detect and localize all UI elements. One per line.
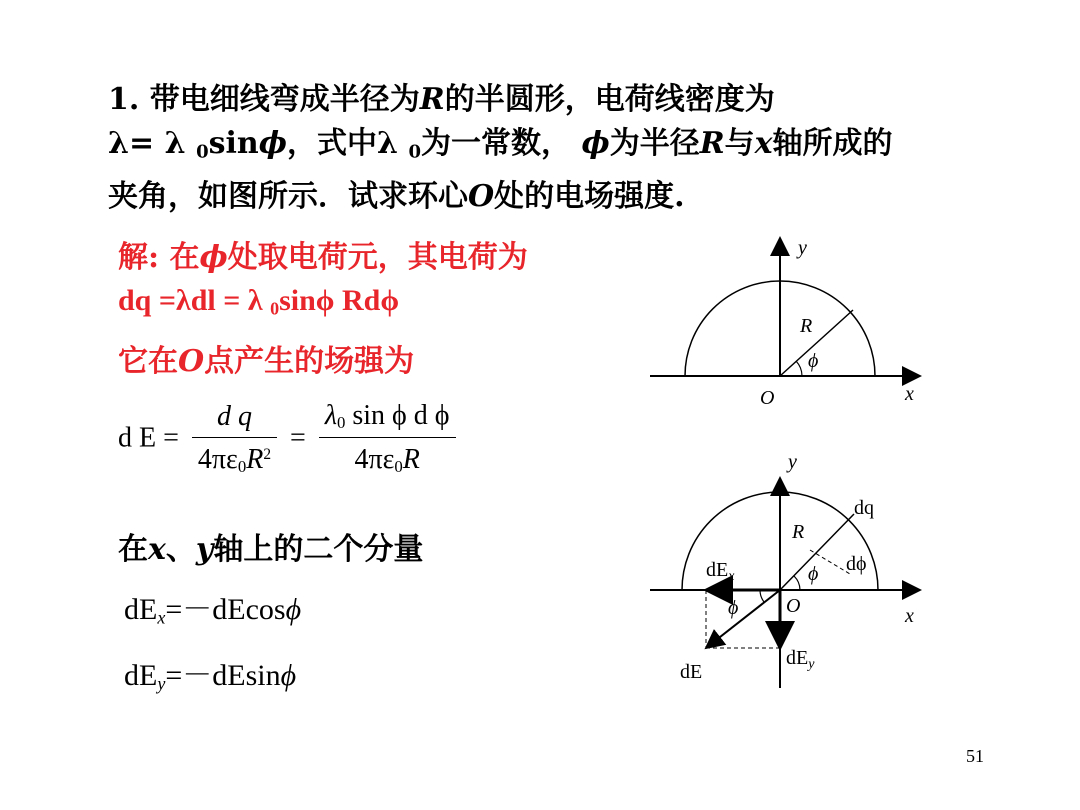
figure-semicircle	[640, 230, 930, 420]
label-x: x	[905, 605, 914, 627]
text: dq =λdl = λ	[118, 284, 271, 317]
text: 为半径	[609, 126, 700, 161]
text: 它在	[118, 344, 178, 379]
text: =－dEsin	[165, 659, 281, 692]
text: sinϕ Rdϕ	[279, 284, 400, 317]
text: sin	[208, 126, 259, 161]
text: 与	[724, 126, 755, 161]
text: 4πε	[197, 443, 238, 475]
subscript: 0	[336, 413, 346, 433]
equals: =	[290, 422, 306, 454]
numerator	[319, 400, 456, 437]
figure-field-components	[640, 448, 930, 698]
label-phi-upper: ϕ	[808, 563, 819, 585]
text: 处的电场强度.	[494, 178, 685, 214]
var-O: O	[178, 344, 205, 379]
var-phi: ϕ	[199, 240, 228, 275]
text: sin ϕ d ϕ	[345, 400, 450, 431]
angle-arc-lower	[760, 590, 764, 602]
angle-arc	[796, 361, 802, 376]
superscript: 2	[263, 445, 272, 463]
label-dphi: dϕ	[846, 553, 867, 575]
label-dE: dE	[680, 661, 703, 683]
var-y: y	[195, 532, 214, 567]
var-x: x	[754, 126, 773, 161]
var-phi: ϕ	[285, 593, 302, 626]
subscript: 0	[394, 457, 403, 477]
text: 、	[165, 532, 196, 567]
denominator	[192, 437, 277, 477]
label-y: y	[798, 237, 807, 259]
label-dq: dq	[854, 497, 874, 519]
label-O: O	[760, 387, 775, 409]
text: 点产生的场强为	[204, 344, 415, 379]
equation-dE	[118, 400, 462, 477]
label-R: R	[792, 521, 805, 543]
var-R: R	[699, 126, 725, 161]
text: λ= λ	[108, 126, 197, 161]
problem-line-2	[108, 122, 893, 175]
text: R	[402, 444, 420, 476]
angle-arc-upper	[794, 576, 800, 590]
subscript: x	[728, 569, 735, 584]
var-phi: ϕ	[258, 126, 287, 161]
text: dE	[124, 593, 158, 626]
text: 夹角，如图所示．试求环心	[108, 178, 468, 214]
label-dEx	[706, 559, 735, 584]
fraction-1	[192, 401, 277, 477]
text: 处取电荷元，其电荷为	[227, 240, 528, 275]
subscript: 0	[237, 456, 247, 476]
text: 为一常数，	[421, 126, 572, 161]
text: 1. 带电细线弯成半径为	[108, 82, 420, 117]
text: 轴上的二个分量	[213, 532, 424, 567]
equation-dEy	[124, 650, 296, 695]
text: ，式中λ	[287, 126, 409, 161]
eq-lhs: d E =	[118, 422, 179, 454]
problem-line-1	[108, 78, 893, 122]
subscript: x	[157, 607, 166, 628]
problem-line-3	[108, 175, 893, 219]
solution-line-2	[118, 284, 399, 320]
denominator	[319, 437, 456, 477]
label-x: x	[905, 383, 914, 405]
text: dE	[786, 647, 809, 669]
problem-statement	[108, 78, 893, 219]
text: 在	[118, 532, 148, 567]
var-R: R	[419, 82, 445, 117]
subscript: 0	[270, 298, 280, 319]
text: λ	[324, 400, 337, 431]
label-O: O	[786, 595, 801, 617]
subscript: 0	[196, 141, 209, 163]
solution-line-1	[118, 232, 528, 276]
page-number: 51	[966, 746, 984, 766]
text: 4πε	[354, 444, 395, 476]
numerator: d q	[216, 400, 252, 432]
text: dE	[706, 559, 729, 581]
label-R: R	[800, 315, 813, 337]
text: 轴所成的	[772, 126, 893, 161]
var-O: O	[468, 178, 495, 214]
label-phi-lower: ϕ	[728, 597, 739, 619]
subscript: 0	[408, 141, 422, 163]
text: =－dEcos	[165, 593, 286, 626]
text: R	[246, 443, 264, 475]
text: 的半圆形，电荷线密度为	[444, 82, 775, 117]
text: 解: 在	[118, 240, 200, 275]
vector-dE	[706, 590, 780, 648]
label-phi: ϕ	[808, 350, 819, 372]
var-x: x	[148, 532, 166, 567]
fraction-2	[319, 400, 456, 477]
label-y: y	[788, 451, 797, 473]
components-heading	[118, 524, 423, 568]
label-dEy	[786, 647, 815, 672]
subscript: y	[808, 657, 815, 672]
var-phi: ϕ	[280, 659, 297, 692]
var-phi: ϕ	[581, 126, 610, 161]
solution-line-3	[118, 336, 414, 380]
equation-dEx	[124, 584, 301, 629]
text: dE	[124, 659, 158, 692]
subscript: y	[157, 673, 166, 694]
